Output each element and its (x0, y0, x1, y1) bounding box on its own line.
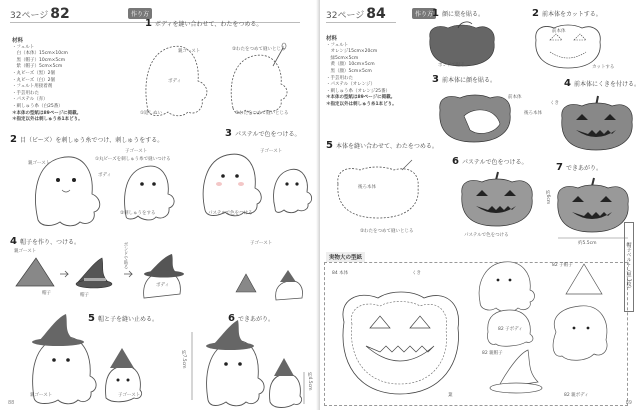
materials-title: 材料 (12, 38, 24, 44)
label-eyes: ①丸ビーズを刺しゅう糸で縫いつける (95, 157, 171, 162)
materials-note: ＊指定以外は刺しゅう糸1本どり。 (326, 101, 397, 107)
header-number: 84 (366, 6, 386, 22)
label-child-hat: 82 子帽子 (552, 263, 573, 268)
label-glue: ボンドで貼る (123, 242, 128, 269)
step-4: 4 帽子を作り、つける。 (10, 236, 80, 247)
pumpkin-pattern (334, 282, 464, 400)
materials-list (12, 38, 112, 124)
label-sew: ①返しぬい (140, 111, 163, 116)
howto-badge: 作り方 (128, 8, 152, 19)
material-line: ・丸ビーズ（白）2個 (12, 77, 55, 83)
label-size-v: 約6cm (545, 190, 550, 205)
header-prefix: 32ページ (10, 11, 49, 21)
materials-list (326, 36, 424, 109)
label-child-ghost-3: 子ゴースト (250, 241, 273, 246)
label-size: 約5.5cm (578, 241, 597, 246)
ghost-patterns (470, 258, 610, 406)
label-pastel: パステルで色をつける (208, 211, 253, 216)
label-front-body: 前本体 (552, 29, 566, 34)
step-7: 7 できあがり。 (556, 162, 602, 173)
header-number: 82 (50, 6, 70, 22)
step-3: 3 前本体に顔を貼る。 (432, 74, 496, 85)
material-line: 黒（帽子）10cm×5cm (12, 57, 66, 63)
material-line: ・フェルト用接着剤 (12, 84, 53, 90)
material-line: ・パステル（赤） (12, 97, 48, 103)
label-front-body-2: 前本体 (508, 95, 522, 100)
label-back-body: 後ろ本体 (524, 111, 542, 116)
step-2: 2 目（ビーズ）を刺しゅう糸でつけ、刺しゅうをする。 (10, 134, 164, 145)
stem-pumpkin-illustration (556, 94, 636, 152)
hat-band-pattern: 帽子ベルト（黒 1枚） (624, 222, 634, 312)
label-child-ghost: 子ゴースト (125, 149, 148, 154)
step-1: 1 顔に葉を貼る。 (432, 8, 484, 19)
step-6: 6 パステルで色をつける。 (452, 156, 528, 167)
label-stem: くき (550, 101, 559, 106)
label-embroider: ②刺しゅうをする (120, 211, 156, 216)
page-header (326, 6, 386, 22)
material-line: 黒（顔）5cm×5cm (326, 68, 372, 74)
label-pattern-body: 84 本体 (332, 271, 349, 276)
label-body-3: ボディ (156, 283, 170, 288)
label-hat: 帽子 (42, 291, 51, 296)
page-header (10, 6, 70, 22)
right-page (320, 0, 640, 410)
label-parent-ghost: 親ゴースト (178, 49, 201, 54)
label-pattern-stem: くき (412, 271, 421, 276)
material-line: 白（本体）15cm×10cm (12, 51, 68, 57)
page-number: 89 (625, 400, 632, 406)
material-line: ・フェルト (326, 42, 349, 48)
material-line: 緑5cm×5cm (326, 55, 359, 61)
step-3: 3 パステルで色をつける。 (225, 128, 301, 139)
label-parent-ghost-4: 親ゴースト (30, 393, 53, 398)
label-pattern-leaf: 葉 (448, 393, 453, 398)
label-back-stitch: ②わたをつめて縫いとじる (232, 47, 286, 52)
materials-note: ＊本体の型紙は89ページに掲載。 (12, 110, 82, 116)
label-parent-body: 82 親ボディ (564, 393, 589, 398)
step-6: 6 できあがり。 (228, 313, 274, 324)
label-child-ghost-2: 子ゴースト (260, 149, 283, 154)
label-parent-ghost-2: 親ゴースト (28, 161, 51, 166)
label-size-child: 約4.5cm (307, 372, 312, 391)
material-line: オレンジ15cm×20cm (326, 49, 378, 55)
front-body-cut-illustration (530, 20, 610, 70)
label-glue: ボンドで貼る (438, 63, 465, 68)
material-line: 黄（顔）10cm×5cm (326, 62, 375, 68)
material-line: ・パステル（オレンジ） (326, 82, 375, 88)
label-back-body-2: 後ろ本体 (358, 185, 376, 190)
pastel-pumpkin-illustration (456, 170, 540, 230)
hat-making-illustration (14, 252, 314, 302)
material-line: 紫（帽子）5cm×5cm (12, 64, 63, 70)
finished-ghosts-illustration (188, 326, 308, 406)
material-line: ・丸ビーズ（黒）2個 (12, 70, 55, 76)
material-line: ・フェルト (12, 44, 35, 50)
pattern-title: 実物大の型紙 (326, 252, 365, 262)
page-number: 88 (8, 400, 15, 406)
label-parent-ghost-3: 親ゴースト (14, 249, 37, 254)
material-line: ・刺しゅう糸（白25番） (12, 103, 63, 109)
step-5: 5 帽と子を縫い止める。 (88, 313, 158, 324)
label-child-ghost-4: 子ゴースト (118, 393, 141, 398)
label-body-2: ボディ (98, 173, 112, 178)
material-line: ・手芸用わた (326, 75, 353, 81)
material-line: ・手芸用わた (12, 90, 39, 96)
label-hat-2: 帽子 (80, 293, 89, 298)
label-parent-hat: 82 親帽子 (482, 351, 503, 356)
materials-note: ＊本体の型紙は89ページに掲載。 (326, 95, 396, 101)
materials-note: ＊指定以外は刺しゅう糸1本どり。 (12, 117, 83, 123)
label-child-body: 82 子ボディ (498, 327, 523, 332)
step-1: 1 ボディを縫い合わせて、わたをつめる。 (145, 18, 263, 29)
step-2: 2 前本体をカットする。 (532, 8, 602, 19)
header-rule (326, 22, 396, 23)
material-line: ・刺しゅう糸（オレンジ25番） (326, 88, 390, 94)
materials-title: 材料 (326, 36, 338, 42)
howto-badge: 作り方 (412, 8, 436, 19)
ghost-pair-illustration (28, 318, 148, 403)
label-cut: カットする (592, 65, 615, 70)
label-stuff-close: ②わたをつめて縫いとじる (235, 111, 289, 116)
ghost-pastel-illustration (195, 148, 310, 218)
label-stuff: ②わたをつめて縫いとじる (360, 229, 414, 234)
label-size-parent: 約7.5cm (181, 350, 186, 369)
sew-body-illustration (332, 158, 432, 222)
step-4: 4 前本体にくきを付ける。 (564, 78, 640, 89)
label-pastel: パステルで色をつける (464, 233, 509, 238)
header-prefix: 32ページ (326, 11, 365, 21)
step-5: 5 本体を縫い合わせて、わたをつめる。 (326, 140, 438, 151)
label-body: ボディ (168, 79, 182, 84)
